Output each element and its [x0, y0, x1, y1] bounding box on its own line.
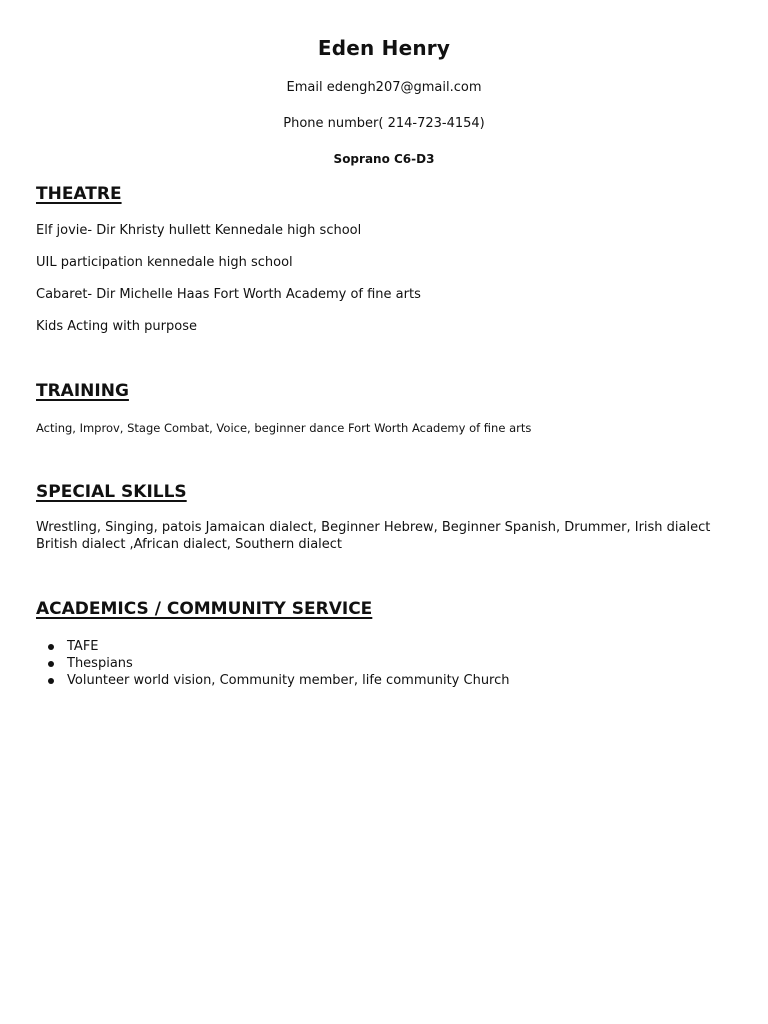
theatre-item: Kids Acting with purpose: [36, 319, 197, 334]
voice-type: Soprano C6-D3: [333, 152, 435, 166]
special-skills-text: Wrestling, Singing, patois Jamaican dialect, Beginner Hebrew, Beginner Spanish, Drummer, Irish dialect British dialect ,African dialect, Southern dialect: [36, 520, 711, 552]
theatre-item: Cabaret- Dir Michelle Haas Fort Worth Academy of fine arts: [36, 287, 421, 302]
list-item-text: Thespians: [67, 656, 133, 671]
list-item: [36, 655, 510, 672]
list-item-text: Volunteer world vision, Community member, life community Church: [67, 673, 510, 688]
resume-name: Eden Henry: [317, 36, 451, 60]
list-item-text: TAFE: [67, 639, 99, 654]
list-item: [36, 672, 510, 689]
bullet-icon: [48, 678, 54, 684]
section-heading-training: TRAINING: [36, 381, 129, 401]
theatre-item: Elf jovie- Dir Khristy hullett Kennedale high school: [36, 223, 362, 238]
training-text: Acting, Improv, Stage Combat, Voice, beginner dance Fort Worth Academy of fine arts: [36, 421, 532, 435]
contact-email: Email edengh207@gmail.com: [286, 80, 482, 95]
section-heading-academics: ACADEMICS / COMMUNITY SERVICE: [36, 599, 373, 619]
list-item: [36, 638, 510, 655]
theatre-item: UIL participation kennedale high school: [36, 255, 293, 270]
contact-phone: Phone number( 214-723-4154): [283, 116, 485, 131]
bullet-icon: [48, 661, 54, 667]
academics-list: [36, 638, 510, 689]
section-heading-special-skills: SPECIAL SKILLS: [36, 482, 187, 502]
bullet-icon: [48, 644, 54, 650]
section-heading-theatre: THEATRE: [36, 184, 122, 204]
